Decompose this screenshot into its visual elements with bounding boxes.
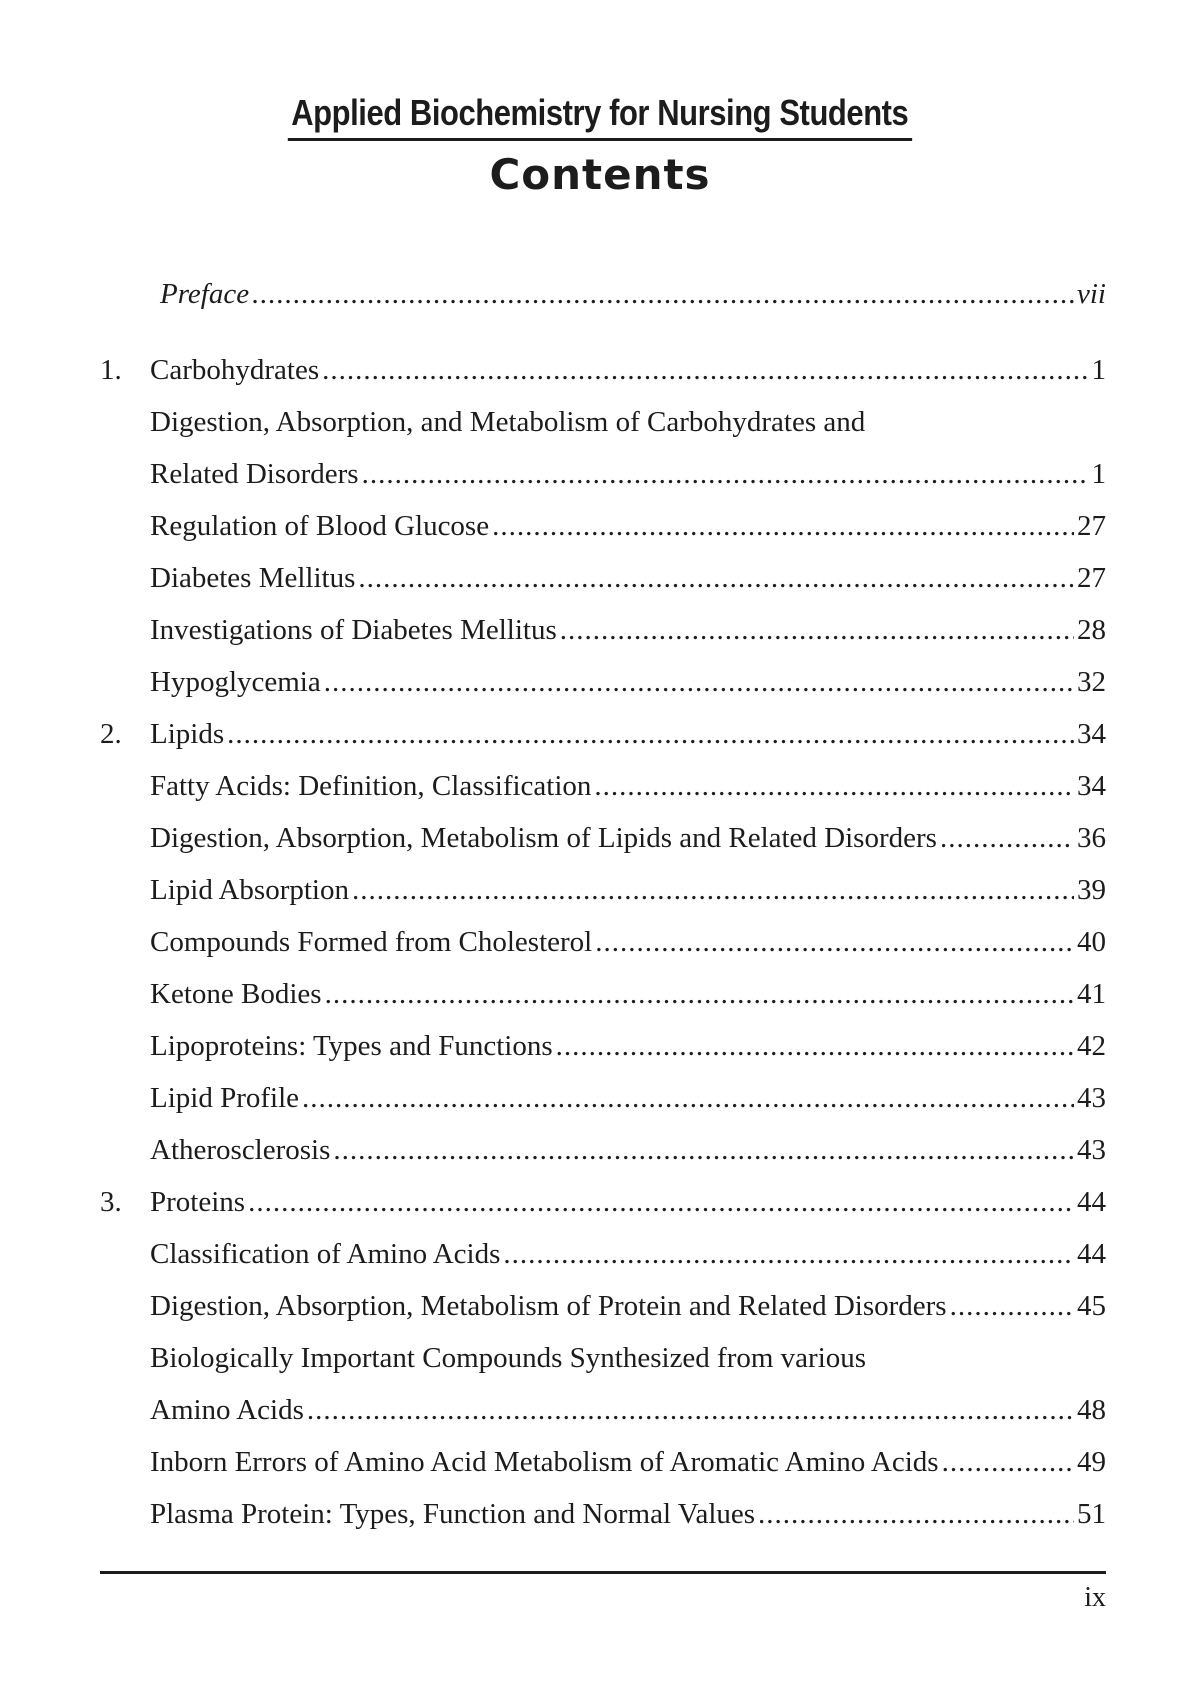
toc-entry-preface bbox=[160, 274, 1106, 314]
toc-entry-page: 34 bbox=[1077, 770, 1106, 802]
toc-entry-label: Ketone Bodies bbox=[150, 978, 322, 1010]
toc-entry bbox=[150, 766, 1106, 806]
toc-entry-label: Related Disorders bbox=[150, 458, 359, 490]
toc-entry-page: 49 bbox=[1077, 1446, 1106, 1478]
footer-divider bbox=[100, 1571, 1106, 1574]
dot-leader bbox=[758, 1494, 1074, 1534]
toc-entry bbox=[150, 1130, 1106, 1170]
dot-leader bbox=[595, 922, 1074, 962]
toc-entry-label: Hypoglycemia bbox=[150, 666, 321, 698]
toc-entry-label: Digestion, Absorption, and Metabolism of Carbohydrates and bbox=[150, 406, 866, 438]
toc-entry-label: Lipids bbox=[150, 718, 225, 750]
toc-entry-page: 32 bbox=[1077, 666, 1106, 698]
toc-entry-label: Preface bbox=[160, 278, 250, 310]
toc-chapter-lipids bbox=[100, 714, 1106, 754]
toc-entry-page: 40 bbox=[1077, 926, 1106, 958]
toc-entry bbox=[150, 818, 1106, 858]
toc-entry-page: 28 bbox=[1077, 614, 1106, 646]
toc-entry-page: 42 bbox=[1077, 1030, 1106, 1062]
book-title-text: Applied Biochemistry for Nursing Students bbox=[288, 92, 912, 141]
dot-leader bbox=[352, 870, 1074, 910]
toc-entry-label: Lipoproteins: Types and Functions bbox=[150, 1030, 553, 1062]
toc-entry-label: Inborn Errors of Amino Acid Metabolism of Aromatic Amino Acids bbox=[150, 1446, 939, 1478]
toc-entry-line bbox=[150, 402, 1106, 442]
toc-entry bbox=[150, 1442, 1106, 1482]
page-number: ix bbox=[1084, 1582, 1106, 1613]
toc-entry bbox=[150, 1494, 1106, 1534]
toc-chapter-carbohydrates bbox=[100, 350, 1106, 390]
toc-entry-label: Regulation of Blood Glucose bbox=[150, 510, 490, 542]
dot-leader bbox=[942, 1442, 1074, 1482]
toc-entry-page: 44 bbox=[1077, 1238, 1106, 1270]
toc-entry bbox=[150, 558, 1106, 598]
dot-leader bbox=[940, 818, 1074, 858]
dot-leader bbox=[325, 974, 1074, 1014]
toc-entry bbox=[150, 610, 1106, 650]
toc-entry bbox=[150, 1390, 1106, 1430]
toc-entry bbox=[150, 506, 1106, 546]
toc-entry-label: Compounds Formed from Cholesterol bbox=[150, 926, 593, 958]
toc-entry bbox=[150, 974, 1106, 1014]
chapter-number: 2. bbox=[100, 718, 122, 750]
chapter-number: 1. bbox=[100, 354, 122, 386]
toc-entry-page: 1 bbox=[1091, 354, 1106, 386]
toc-entry-label: Digestion, Absorption, Metabolism of Protein and Related Disorders bbox=[150, 1290, 947, 1322]
toc-entry-page: 36 bbox=[1077, 822, 1106, 854]
dot-leader bbox=[227, 714, 1074, 754]
dot-leader bbox=[503, 1234, 1074, 1274]
toc-entry-label: Classification of Amino Acids bbox=[150, 1238, 501, 1270]
dot-leader bbox=[333, 1130, 1074, 1170]
dot-leader bbox=[322, 350, 1088, 390]
toc-entry-page: 27 bbox=[1077, 510, 1106, 542]
toc-entry-label: Fatty Acids: Definition, Classification bbox=[150, 770, 592, 802]
toc-entry-page: 34 bbox=[1077, 718, 1106, 750]
dot-leader bbox=[248, 1182, 1074, 1222]
toc-entry-label: Carbohydrates bbox=[150, 354, 320, 386]
toc-entry-label: Plasma Protein: Types, Function and Normal Values bbox=[150, 1498, 756, 1530]
toc-entry-label: Lipid Absorption bbox=[150, 874, 349, 906]
toc-entry-page: 45 bbox=[1077, 1290, 1106, 1322]
toc-entry bbox=[150, 1026, 1106, 1066]
toc-entry bbox=[150, 454, 1106, 494]
chapter-number: 3. bbox=[100, 1186, 122, 1218]
dot-leader bbox=[362, 454, 1089, 494]
toc-entry-page: 1 bbox=[1091, 458, 1106, 490]
dot-leader bbox=[358, 558, 1074, 598]
toc-entry bbox=[150, 922, 1106, 962]
dot-leader bbox=[950, 1286, 1074, 1326]
dot-leader bbox=[252, 274, 1074, 314]
book-title bbox=[0, 92, 1200, 141]
toc-entry bbox=[150, 1234, 1106, 1274]
toc-entry-page: 51 bbox=[1077, 1498, 1106, 1530]
dot-leader bbox=[594, 766, 1074, 806]
toc-entry-page: 41 bbox=[1077, 978, 1106, 1010]
toc-chapter-proteins bbox=[100, 1182, 1106, 1222]
dot-leader bbox=[556, 1026, 1074, 1066]
toc-entry-line bbox=[150, 1338, 1106, 1378]
toc-entry-page: 39 bbox=[1077, 874, 1106, 906]
toc-entry-page: 48 bbox=[1077, 1394, 1106, 1426]
toc-entry-page: 44 bbox=[1077, 1186, 1106, 1218]
dot-leader bbox=[302, 1078, 1074, 1118]
toc-entry bbox=[150, 662, 1106, 702]
toc-entry-label: Biologically Important Compounds Synthesized from various bbox=[150, 1342, 867, 1374]
toc-entry-label: Amino Acids bbox=[150, 1394, 304, 1426]
dot-leader bbox=[492, 506, 1074, 546]
toc-entry-page: vii bbox=[1077, 278, 1106, 310]
toc-entry-label: Proteins bbox=[150, 1186, 246, 1218]
dot-leader bbox=[324, 662, 1074, 702]
toc-entry-page: 43 bbox=[1077, 1134, 1106, 1166]
toc-entry bbox=[150, 870, 1106, 910]
toc-entry-label: Investigations of Diabetes Mellitus bbox=[150, 614, 557, 646]
toc-entry-page: 27 bbox=[1077, 562, 1106, 594]
toc-entry-page: 43 bbox=[1077, 1082, 1106, 1114]
toc-entry bbox=[150, 1286, 1106, 1326]
dot-leader bbox=[560, 610, 1074, 650]
toc-entry-label: Lipid Profile bbox=[150, 1082, 300, 1114]
toc-entry bbox=[150, 1078, 1106, 1118]
toc-entry-label: Digestion, Absorption, Metabolism of Lipids and Related Disorders bbox=[150, 822, 937, 854]
contents-heading: Contents bbox=[489, 150, 711, 199]
dot-leader bbox=[307, 1390, 1074, 1430]
toc-entry-label: Atherosclerosis bbox=[150, 1134, 331, 1166]
toc-entry-label: Diabetes Mellitus bbox=[150, 562, 356, 594]
